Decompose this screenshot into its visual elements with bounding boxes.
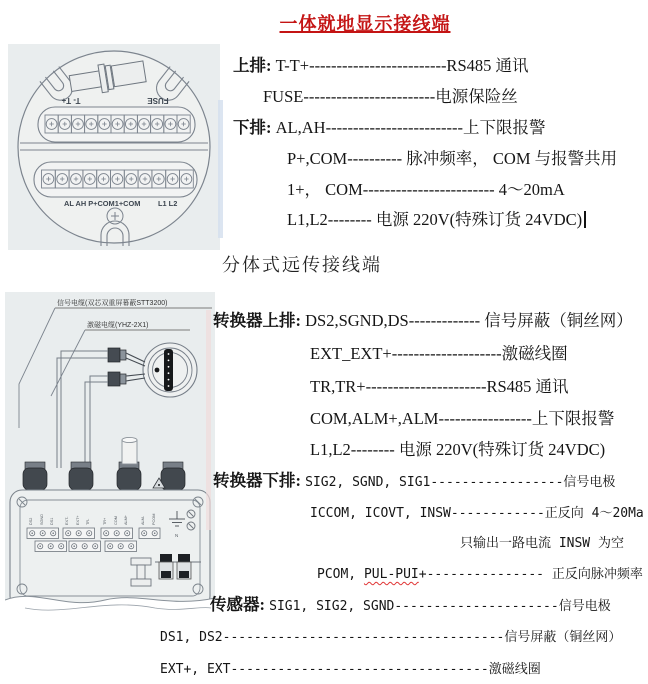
page-title-split: 分体式远传接线端 <box>222 255 382 275</box>
row-text: L1,L2-------- 电源 220V(特殊订货 24VDC) <box>287 210 583 229</box>
row-text: ICCOM, ICOVT, INSW------------正反向 4～20Ma <box>310 506 644 521</box>
row-label: 转换器下排: <box>213 471 301 490</box>
shape <box>105 532 107 534</box>
board-label: DS1 <box>50 517 54 525</box>
row-label: 上排: <box>233 56 272 75</box>
scan-artifact-strip <box>206 310 211 530</box>
wiring-line-lower-1 <box>233 118 545 138</box>
converter-top-line-1 <box>213 311 633 331</box>
shape <box>143 532 145 534</box>
converter-top-line-4 <box>310 409 614 429</box>
shape <box>139 528 160 539</box>
board-label: EXT- <box>65 516 69 525</box>
terminal-strip-upper <box>38 107 195 142</box>
shape <box>109 545 111 547</box>
row-text: T-T+-------------------------RS485 通讯 <box>275 56 529 75</box>
board-label: SGND <box>40 514 44 525</box>
board-label: COM <box>114 516 118 525</box>
converter-top-line-2 <box>310 344 568 364</box>
row-text: EXT+, EXT---------------------------------激磁线圈 <box>160 662 541 677</box>
wiring-line-lower-4 <box>287 210 586 230</box>
converter-bottom-line-3 <box>317 565 643 585</box>
wiring-line-upper-1 <box>233 56 529 76</box>
converter-top-line-5 <box>310 440 605 460</box>
shape <box>42 532 44 534</box>
shape <box>31 532 33 534</box>
ground-text: N <box>175 533 179 538</box>
sensor-line-2 <box>160 628 621 648</box>
sensor-line-3 <box>160 660 541 680</box>
row-text: FUSE------------------------电源保险丝 <box>263 87 518 106</box>
row-text: SIG2, SGND, SIG1-----------------信号电极 <box>305 475 616 490</box>
board-label: ALM+ <box>124 514 128 525</box>
row-text: 只输出一路电流 INSW 为空 <box>460 536 624 551</box>
converter-bottom-line-2 <box>310 504 644 524</box>
board-label: TR- <box>86 518 90 525</box>
row-text: SIG1, SIG2, SGND---------------------信号电极 <box>269 599 611 614</box>
row-text: DS1, DS2------------------------------------信号屏蔽（铜丝网） <box>160 630 622 645</box>
shape <box>67 532 69 534</box>
row-text: TR,TR+----------------------RS485 通讯 <box>310 377 569 396</box>
row-text: PCOM, <box>317 567 364 582</box>
excitation-cable-label: 激磁电缆(YHZ-2X1) <box>87 322 149 329</box>
shape <box>50 545 52 547</box>
board-label: TR+ <box>103 517 107 525</box>
shape <box>73 545 75 547</box>
row-label: 转换器上排: <box>213 311 301 330</box>
shape <box>39 545 41 547</box>
row-text: 1+， COM------------------------ 4～20mA <box>287 180 565 199</box>
split-remote-diagram <box>5 292 215 624</box>
row-text: EXT_EXT+--------------------激磁线圈 <box>310 344 568 363</box>
row-text: DS2,SGND,DS------------- 信号屏蔽（铜丝网） <box>305 311 633 330</box>
shape <box>126 532 128 534</box>
gland-cylinder-icon <box>122 437 137 464</box>
signal-cable-label: 信号电缆(双芯双重屏幕蔽STT3200) <box>57 300 168 307</box>
text-cursor <box>584 211 586 228</box>
row-label: 传感器: <box>210 595 265 614</box>
terminal-label-fuse: FUSE <box>147 96 169 105</box>
row-text: AL,AH-------------------------上下限报警 <box>275 118 546 137</box>
terminal-label-l1l2: L1 L2 <box>158 199 178 208</box>
shape <box>60 545 62 547</box>
shape <box>52 532 54 534</box>
row-text: +--------------- 正反向脉冲频率 <box>418 567 643 582</box>
row-text: L1,L2-------- 电源 220V(特殊订货 24VDC) <box>310 440 606 459</box>
converter-top-line-3 <box>310 377 569 397</box>
wiring-line-lower-3 <box>287 180 565 200</box>
shape <box>78 532 80 534</box>
shape <box>130 545 132 547</box>
converter-bottom-line-1 <box>213 471 615 493</box>
spellcheck-word: PUL-PUI <box>363 567 419 582</box>
converter-note-line <box>460 534 624 554</box>
shape <box>88 532 90 534</box>
scan-artifact-strip <box>218 100 223 238</box>
sensor-flange-icon <box>143 343 197 397</box>
shape <box>94 545 96 547</box>
board-label: ALM- <box>141 515 145 525</box>
shape <box>154 532 156 534</box>
board-label: PCOM <box>152 513 156 525</box>
row-text: COM,ALM+,ALM-----------------上下限报警 <box>310 409 615 428</box>
row-text: P+,COM---------- 脉冲频率， COM 与报警共用 <box>287 149 618 168</box>
integrated-terminal-diagram <box>8 44 220 250</box>
terminal-label-row: AL AH P+COM1+COM <box>64 199 141 208</box>
row-label: 下排: <box>233 118 272 137</box>
sensor-line-1 <box>210 595 611 617</box>
board-label: DS2 <box>29 517 33 525</box>
terminal-label-tt: T- T+ <box>61 96 81 105</box>
board-label: EXT+ <box>76 515 80 525</box>
wiring-line-upper-2 <box>263 87 518 107</box>
shape <box>120 545 122 547</box>
wiring-line-lower-2 <box>287 149 617 169</box>
page-title-integrated: 一体就地显示接线端 <box>279 14 451 34</box>
shape <box>116 532 118 534</box>
shape <box>84 545 86 547</box>
